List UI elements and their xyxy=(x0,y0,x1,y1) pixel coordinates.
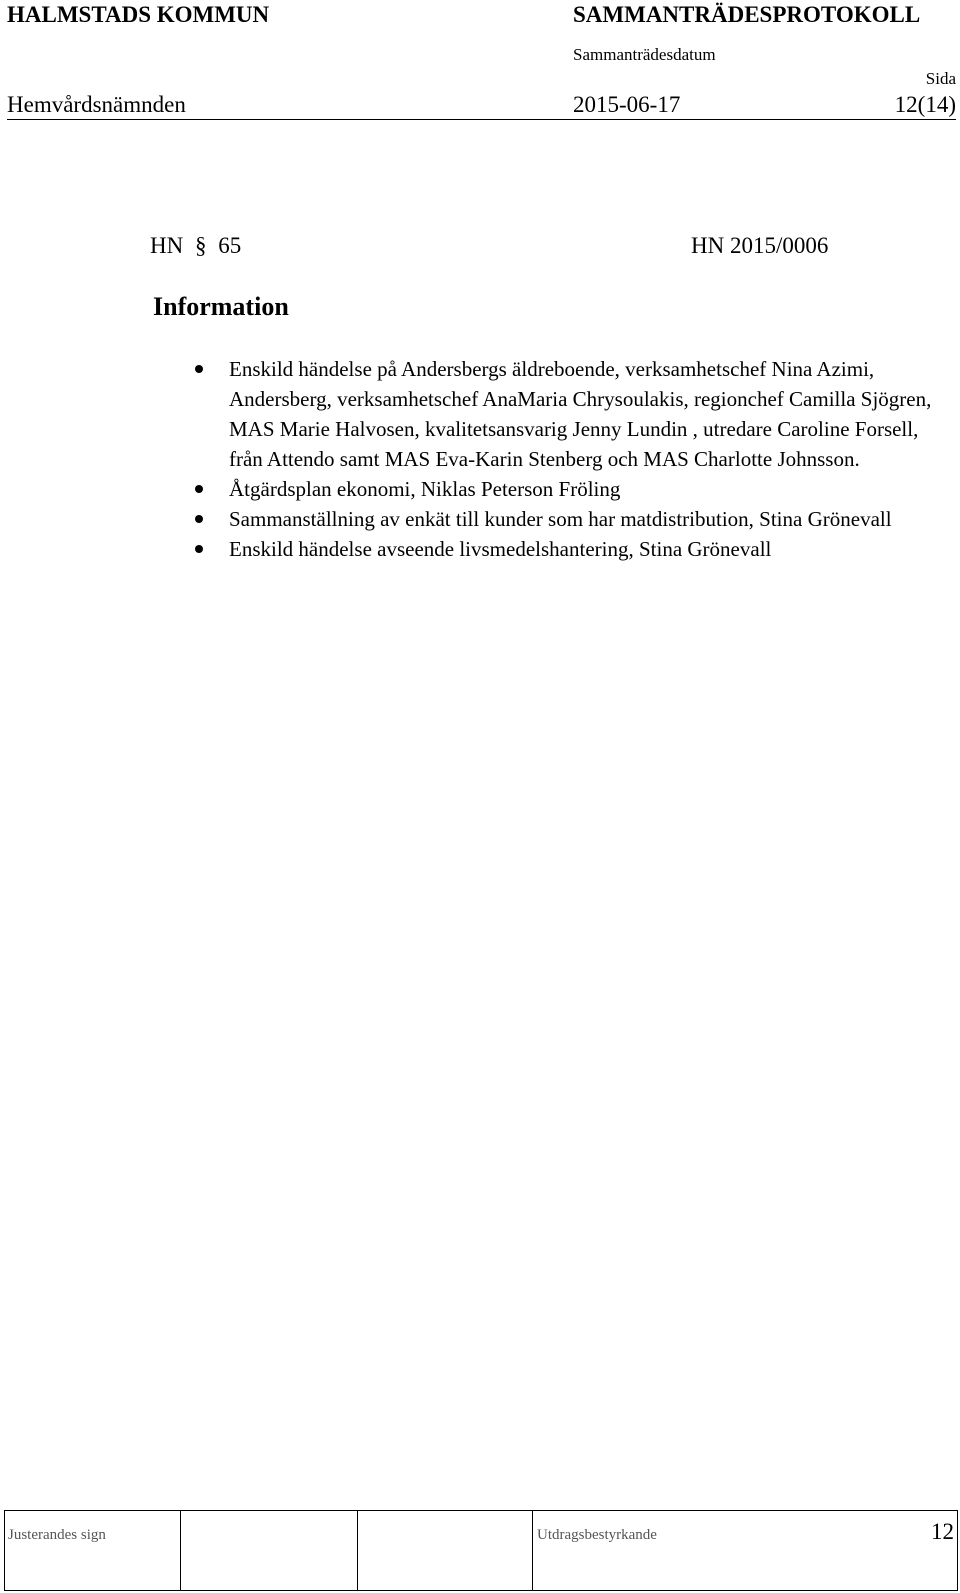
page-number: 12(14) xyxy=(894,92,956,117)
bullet-icon xyxy=(195,515,203,523)
meeting-date: 2015-06-17 xyxy=(573,92,681,117)
bullet-icon xyxy=(195,365,203,373)
bullet-icon xyxy=(195,485,203,493)
list-item xyxy=(229,354,957,474)
information-list xyxy=(229,354,957,564)
list-item xyxy=(229,474,957,504)
page-label: Sida xyxy=(925,69,956,88)
case-reference: HN 2015/0006 xyxy=(691,233,829,258)
paragraph-number-value: 65 xyxy=(218,233,242,258)
sign-label: Justerandes sign xyxy=(8,1527,106,1543)
paragraph-symbol: § xyxy=(194,233,207,258)
list-item-text: Enskild händelse avseende livsmedelshantering, Stina Grönevall xyxy=(229,537,772,561)
sign-cell xyxy=(5,1511,181,1591)
list-item xyxy=(229,504,957,534)
sign-box xyxy=(181,1511,358,1591)
list-item-text: Enskild händelse på Andersbergs äldreboende, verksamhetschef Nina Azimi, Andersberg, verksamhetschef AnaMaria Chrysoulakis, regionchef Camilla Sjögren, MAS Marie Halvosen, kvalitetsansvarig Jenny Lundin , utredare Caroline Forsell, från Attendo samt MAS Eva-Karin Stenberg och MAS Charlotte Johnsson. xyxy=(229,357,932,471)
paragraph-number xyxy=(150,233,241,259)
sign-box xyxy=(358,1511,533,1591)
committee-name: Hemvårdsnämnden xyxy=(7,92,186,117)
meeting-date-label: Sammanträdesdatum xyxy=(573,45,716,64)
footer-page-number: 12 xyxy=(931,1519,954,1544)
paragraph-prefix: HN xyxy=(150,233,184,258)
organization-name: HALMSTADS KOMMUN xyxy=(7,2,270,27)
bullet-icon xyxy=(195,545,203,553)
signature-footer xyxy=(4,1510,958,1591)
document-type: SAMMANTRÄDESPROTOKOLL xyxy=(573,2,921,27)
extract-cell xyxy=(533,1511,958,1591)
list-item xyxy=(229,534,957,564)
section-heading: Information xyxy=(153,292,289,321)
header-divider xyxy=(7,119,956,120)
list-item-text: Åtgärdsplan ekonomi, Niklas Peterson Fröling xyxy=(229,477,621,501)
extract-label: Utdragsbestyrkande xyxy=(537,1527,657,1543)
list-item-text: Sammanställning av enkät till kunder som har matdistribution, Stina Grönevall xyxy=(229,507,892,531)
